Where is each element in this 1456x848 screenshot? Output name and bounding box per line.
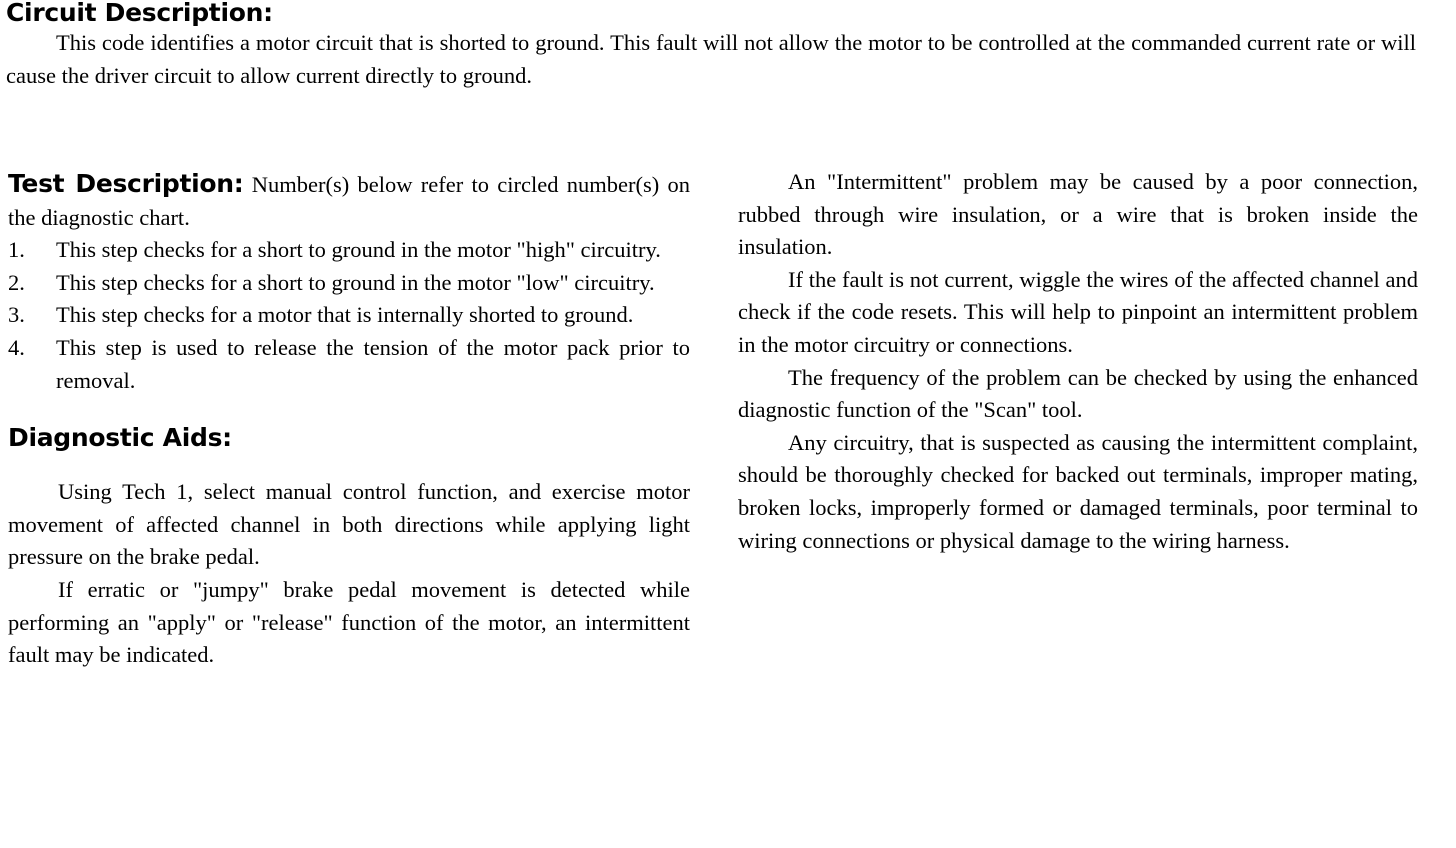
step-text: This step checks for a short to ground in the motor "low" circuitry. <box>56 269 655 295</box>
list-item <box>8 267 690 300</box>
intermittent-paragraph: Any circuitry, that is suspected as causing the intermittent complaint, should be thoroughly checked for backed out terminals, improper mating, broken locks, improperly formed or damaged terminals, poor terminal to wiring connections or physical damage to the wiring harness. <box>738 429 1418 553</box>
list-item <box>8 234 690 267</box>
list-item <box>8 299 690 332</box>
circuit-description-heading: Circuit Description: <box>6 0 273 27</box>
list-item <box>8 332 690 397</box>
step-text: This step checks for a motor that is internally shorted to ground. <box>56 302 634 328</box>
test-description-intro: Number(s) below refer to circled number(s) on the diagnostic chart. <box>8 172 690 230</box>
intermittent-paragraph: If the fault is not current, wiggle the wires of the affected channel and check if the code resets. This will help to pinpoint an intermittent problem in the motor circuitry or connections. <box>738 266 1418 357</box>
step-text: This step checks for a short to ground in the motor "high" circuitry. <box>56 237 661 263</box>
intermittent-paragraph: An "Intermittent" problem may be caused by a poor connection, rubbed through wire insulation, or a wire that is broken inside the insulation. <box>738 169 1418 260</box>
circuit-description-text: This code identifies a motor circuit that is shorted to ground. This fault will not allow the motor to be controlled at the commanded current rate or will cause the driver circuit to allow current directly to ground. <box>6 30 1416 88</box>
step-text: This step is used to release the tension of the motor pack prior to removal. <box>56 334 690 393</box>
right-column <box>738 166 1418 557</box>
diagnostic-aids-heading: Diagnostic Aids: <box>8 423 232 453</box>
step-number: 1. <box>8 237 25 263</box>
test-description-intro-line <box>8 168 690 234</box>
step-number: 2. <box>8 269 25 295</box>
left-column <box>8 168 690 672</box>
step-number: 3. <box>8 302 25 328</box>
test-steps-list <box>8 234 690 397</box>
diagnostic-aids-paragraph: If erratic or "jumpy" brake pedal movement is detected while performing an "apply" or "release" function of the motor, an intermittent fault may be indicated. <box>8 576 690 668</box>
intermittent-paragraph: The frequency of the problem can be checked by using the enhanced diagnostic function of the "Scan" tool. <box>738 364 1418 423</box>
step-number: 4. <box>8 334 25 360</box>
test-description-heading: Test Description: <box>8 169 244 198</box>
diagnostic-aids-paragraph: Using Tech 1, select manual control function, and exercise motor movement of affected channel in both directions while applying light pressure on the brake pedal. <box>8 479 690 570</box>
